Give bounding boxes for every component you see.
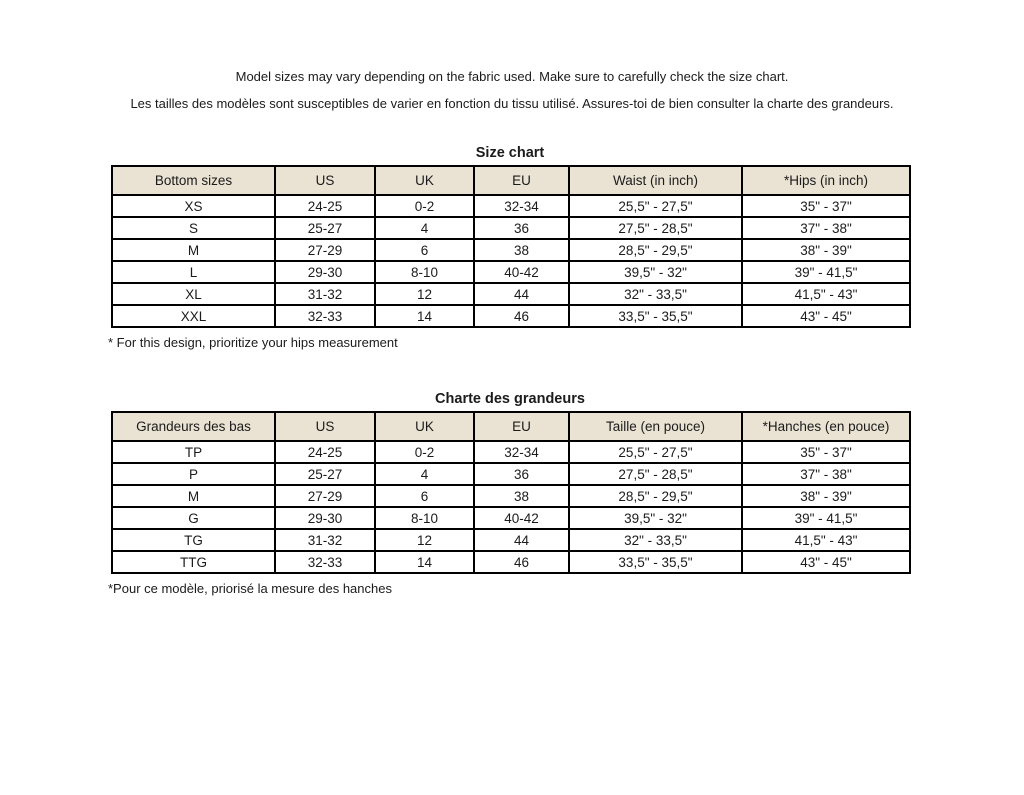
size-label-cell: P [112,463,275,485]
table-cell: 41,5" - 43" [742,283,910,305]
table-cell: 31-32 [275,283,375,305]
table-cell: 41,5" - 43" [742,529,910,551]
table-cell: 40-42 [474,261,569,283]
table-row-tg [112,529,910,551]
table-cell: 27-29 [275,485,375,507]
size-chart-footnote-fr: *Pour ce modèle, priorisé la mesure des hanches [108,581,392,596]
table-row-s [112,217,910,239]
size-label-cell: TTG [112,551,275,573]
table-cell: 44 [474,529,569,551]
table-cell: 25-27 [275,217,375,239]
table-cell: 25,5" - 27,5" [569,441,742,463]
table-cell: 32-33 [275,305,375,327]
size-label-cell: XS [112,195,275,217]
table-cell: 39,5" - 32" [569,507,742,529]
table-cell: 43" - 45" [742,305,910,327]
table-cell: 29-30 [275,507,375,529]
table-row-tp [112,441,910,463]
table-cell: 32" - 33,5" [569,529,742,551]
table-cell: 4 [375,463,474,485]
table-cell: 24-25 [275,441,375,463]
size-label-cell: TP [112,441,275,463]
table-cell: 27,5" - 28,5" [569,463,742,485]
size-chart-section-en [108,145,909,350]
table-cell: 6 [375,485,474,507]
size-chart-table-en [111,165,911,328]
header-cell-waist: Waist (in inch) [569,166,742,195]
table-cell: 37" - 38" [742,463,910,485]
table-cell: 33,5" - 35,5" [569,551,742,573]
table-cell: 31-32 [275,529,375,551]
table-cell: 38" - 39" [742,485,910,507]
size-chart-title-fr: Charte des grandeurs [435,391,585,407]
header-cell-uk: UK [375,166,474,195]
table-cell: 35" - 37" [742,441,910,463]
size-chart-section-fr [108,391,909,596]
table-cell: 8-10 [375,507,474,529]
table-row-m [112,239,910,261]
size-chart-page [0,69,1024,596]
table-row-g [112,507,910,529]
intro-text-en: Model sizes may vary depending on the fabric used. Make sure to carefully check the size chart. [235,69,789,84]
table-cell: 32-34 [474,195,569,217]
table-cell: 35" - 37" [742,195,910,217]
table-cell: 39" - 41,5" [742,507,910,529]
size-label-cell: L [112,261,275,283]
table-cell: 28,5" - 29,5" [569,485,742,507]
table-cell: 25-27 [275,463,375,485]
table-cell: 39" - 41,5" [742,261,910,283]
table-cell: 32-34 [474,441,569,463]
header-cell-eu: EU [474,412,569,441]
size-chart-table-fr [111,411,911,574]
table-cell: 0-2 [375,195,474,217]
header-cell-grandeurs: Grandeurs des bas [112,412,275,441]
table-cell: 40-42 [474,507,569,529]
table-cell: 46 [474,551,569,573]
header-cell-bottom-sizes: Bottom sizes [112,166,275,195]
table-cell: 32" - 33,5" [569,283,742,305]
table-cell: 12 [375,529,474,551]
table-cell: 28,5" - 29,5" [569,239,742,261]
header-cell-hanches: *Hanches (en pouce) [742,412,910,441]
header-cell-eu: EU [474,166,569,195]
table-cell: 0-2 [375,441,474,463]
table-row-xxl [112,305,910,327]
table-cell: 24-25 [275,195,375,217]
table-row-m [112,485,910,507]
table-row-p [112,463,910,485]
header-cell-hips: *Hips (in inch) [742,166,910,195]
table-cell: 14 [375,551,474,573]
table-header-row [112,166,910,195]
table-cell: 46 [474,305,569,327]
intro-text-fr: Les tailles des modèles sont susceptibles de varier en fonction du tissu utilisé. Assures-toi de bien consulter la charte des grandeurs. [130,96,894,111]
table-row-l [112,261,910,283]
size-label-cell: TG [112,529,275,551]
table-cell: 38" - 39" [742,239,910,261]
table-cell: 12 [375,283,474,305]
table-cell: 39,5" - 32" [569,261,742,283]
table-cell: 43" - 45" [742,551,910,573]
table-header-row [112,412,910,441]
table-row-xs [112,195,910,217]
table-cell: 33,5" - 35,5" [569,305,742,327]
table-cell: 29-30 [275,261,375,283]
table-cell: 8-10 [375,261,474,283]
header-cell-us: US [275,166,375,195]
header-cell-taille: Taille (en pouce) [569,412,742,441]
table-row-ttg [112,551,910,573]
table-cell: 32-33 [275,551,375,573]
table-cell: 27-29 [275,239,375,261]
table-cell: 27,5" - 28,5" [569,217,742,239]
table-cell: 37" - 38" [742,217,910,239]
table-cell: 14 [375,305,474,327]
table-cell: 36 [474,217,569,239]
size-label-cell: XXL [112,305,275,327]
size-chart-footnote-en: * For this design, prioritize your hips measurement [108,335,398,350]
table-row-xl [112,283,910,305]
table-cell: 25,5" - 27,5" [569,195,742,217]
size-label-cell: M [112,485,275,507]
size-label-cell: G [112,507,275,529]
table-cell: 36 [474,463,569,485]
size-label-cell: S [112,217,275,239]
size-label-cell: XL [112,283,275,305]
size-chart-title-en: Size chart [475,145,545,161]
table-cell: 38 [474,485,569,507]
size-label-cell: M [112,239,275,261]
table-cell: 38 [474,239,569,261]
table-cell: 4 [375,217,474,239]
table-cell: 44 [474,283,569,305]
header-cell-uk: UK [375,412,474,441]
table-cell: 6 [375,239,474,261]
header-cell-us: US [275,412,375,441]
